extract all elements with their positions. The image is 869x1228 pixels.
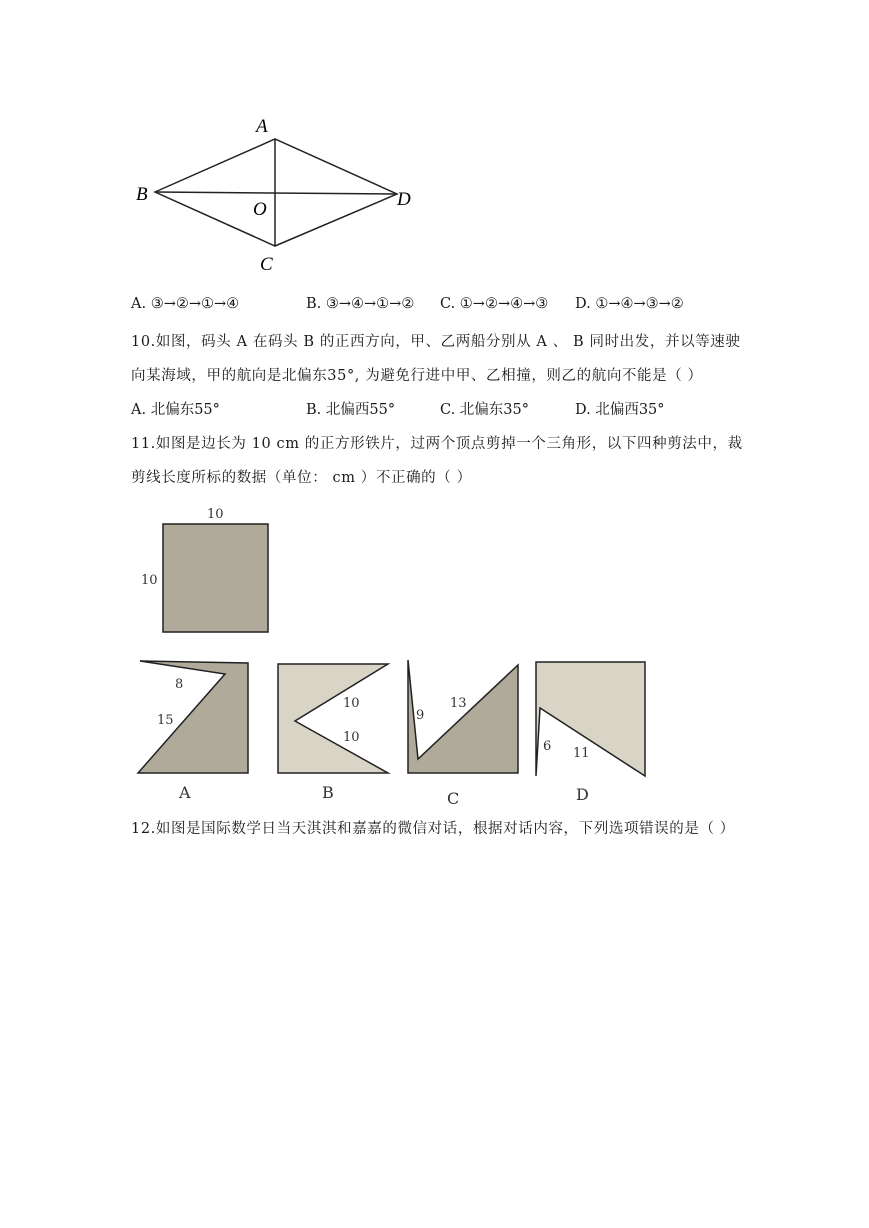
q11-text-line1: 11.如图是边长为 10 cm 的正方形铁片，过两个顶点剪掉一个三角形，以下四种剪法中，裁 [131, 436, 743, 452]
figure-a-letter: A [179, 783, 191, 802]
figure-c-length-9: 9 [416, 708, 425, 723]
cut-figure-d [528, 652, 658, 812]
figure-d-piece [536, 662, 645, 776]
cut-figure-b [270, 652, 395, 812]
q10-option-c: C. 北偏东35° [440, 402, 529, 418]
q9-option-b: B. ③→④→①→② [306, 296, 415, 312]
q10-text-line2: 向某海域，甲的航向是北偏东35°, 为避免行进中甲、乙相撞，则乙的航向不能是（ ） [131, 368, 703, 384]
cut-figure-a [130, 652, 260, 812]
q10-option-d: D. 北偏西35° [575, 402, 665, 418]
figure-d-length-6: 6 [543, 739, 552, 754]
vertex-label-b: B [136, 184, 148, 205]
vertex-label-d: D [397, 189, 411, 210]
figure-c-letter: C [447, 789, 460, 808]
square-sheet-figure [135, 500, 285, 640]
vertex-label-c: C [260, 254, 273, 275]
vertex-label-a: A [256, 116, 268, 137]
figure-b-letter: B [322, 783, 334, 802]
figure-a-length-8: 8 [175, 677, 184, 692]
figure-c-piece [408, 660, 518, 773]
figure-b-length-10-top: 10 [343, 696, 360, 711]
figure-c-length-13: 13 [450, 696, 467, 711]
rhombus-figure [125, 108, 435, 278]
q9-option-d: D. ①→④→③→② [575, 296, 684, 312]
q11-text-line2: 剪线长度所标的数据（单位： cm ）不正确的（ ） [131, 470, 472, 486]
square-left-length: 10 [141, 573, 158, 588]
q9-option-a: A. ③→②→①→④ [131, 296, 240, 312]
diagonal-bd [155, 192, 397, 194]
square-sheet [163, 524, 268, 632]
q12-text-line1: 12.如图是国际数学日当天淇淇和嘉嘉的微信对话，根据对话内容，下列选项错误的是（ ） [131, 821, 735, 837]
q10-option-a: A. 北偏东55° [131, 402, 220, 418]
figure-a-piece [138, 661, 248, 773]
figure-b-piece [278, 664, 388, 773]
figure-b-length-10-bottom: 10 [343, 730, 360, 745]
cut-figure-c [400, 652, 530, 812]
square-top-length: 10 [207, 507, 224, 522]
figure-d-letter: D [576, 785, 589, 804]
figure-a-length-15: 15 [157, 713, 174, 728]
vertex-label-o: O [253, 199, 267, 220]
figure-d-length-11: 11 [573, 746, 590, 761]
q10-option-b: B. 北偏西55° [306, 402, 396, 418]
q9-option-c: C. ①→②→④→③ [440, 296, 549, 312]
q10-text-line1: 10.如图，码头 A 在码头 B 的正西方向，甲、乙两船分别从 A 、 B 同时出发，并以等速驶 [131, 334, 741, 350]
